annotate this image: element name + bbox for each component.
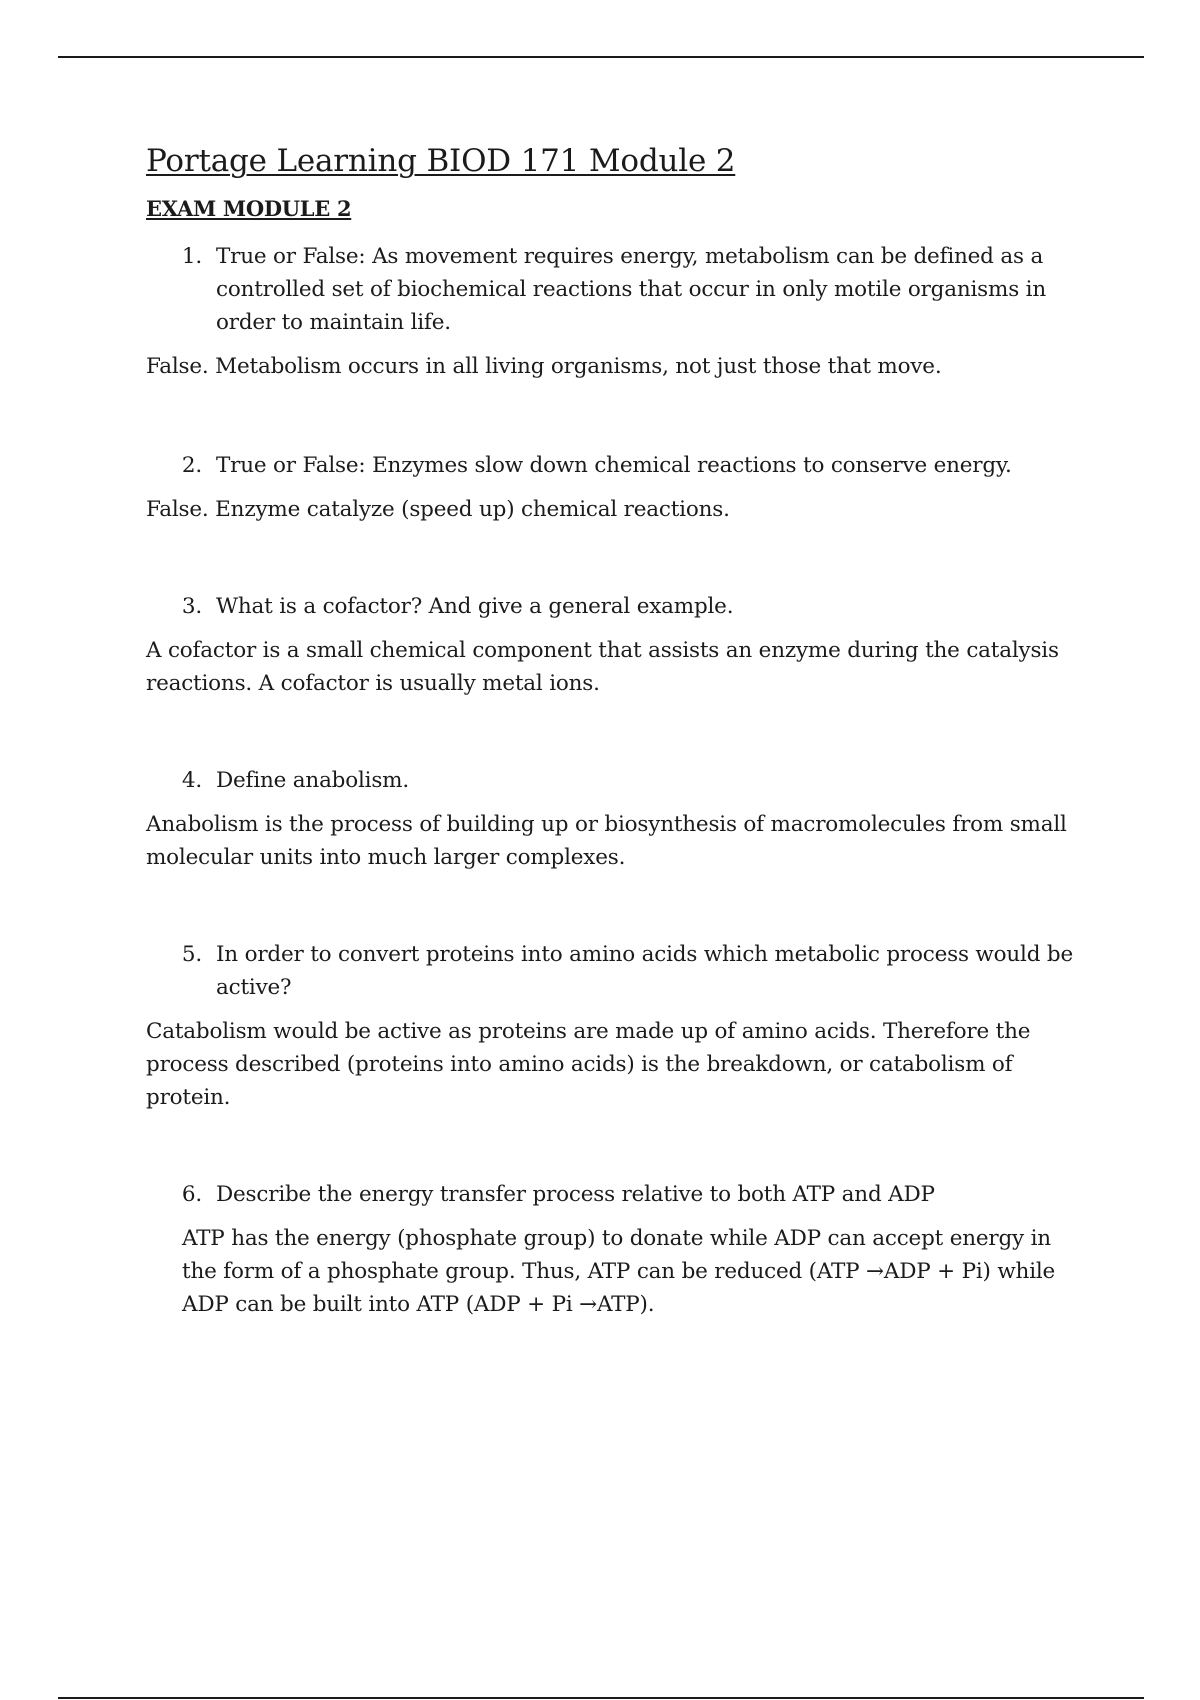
- top-rule: [58, 56, 1144, 58]
- answer-5: Catabolism would be active as proteins are made up of amino acids. Therefore the process described (proteins into amino acids) is the breakdown, or catabolism of protein.: [146, 1019, 1031, 1110]
- document-title: Portage Learning BIOD 171 Module 2: [146, 143, 736, 179]
- question-6: [146, 1178, 1080, 1211]
- qa-item-1: [146, 240, 1080, 383]
- question-number: 6.: [181, 1182, 202, 1207]
- question-text: What is a cofactor? And give a general example.: [216, 594, 734, 619]
- section-heading: EXAM MODULE 2: [146, 196, 352, 221]
- question-number: 3.: [181, 594, 202, 619]
- question-text: Describe the energy transfer process relative to both ATP and ADP: [216, 1182, 935, 1207]
- question-1: [146, 240, 1080, 339]
- question-4: [146, 764, 1080, 797]
- answer-3: A cofactor is a small chemical component that assists an enzyme during the catalysis reactions. A cofactor is usually metal ions.: [146, 638, 1059, 696]
- qa-item-5: [146, 938, 1080, 1114]
- question-3: [146, 590, 1080, 623]
- qa-item-2: [146, 449, 1080, 526]
- bottom-rule: [58, 1697, 1144, 1699]
- question-number: 2.: [181, 453, 202, 478]
- qa-item-3: [146, 590, 1080, 700]
- document-body: [146, 140, 1080, 1321]
- qa-item-6: [146, 1178, 1080, 1321]
- question-text: True or False: Enzymes slow down chemical reactions to conserve energy.: [216, 453, 1012, 478]
- question-number: 5.: [181, 942, 202, 967]
- answer-6: ATP has the energy (phosphate group) to donate while ADP can accept energy in the form of a phosphate group. Thus, ATP can be reduced (ATP →ADP + Pi) while ADP can be built into ATP (ADP + Pi →ATP).: [182, 1226, 1056, 1317]
- question-text: Define anabolism.: [216, 768, 409, 793]
- question-5: [146, 938, 1080, 1004]
- question-text: In order to convert proteins into amino acids which metabolic process would be active?: [216, 942, 1073, 1000]
- answer-4: Anabolism is the process of building up or biosynthesis of macromolecules from small molecular units into much larger complexes.: [146, 812, 1067, 870]
- answer-1: False. Metabolism occurs in all living organisms, not just those that move.: [146, 354, 942, 379]
- qa-item-4: [146, 764, 1080, 874]
- question-number: 4.: [181, 768, 202, 793]
- question-2: [146, 449, 1080, 482]
- answer-2: False. Enzyme catalyze (speed up) chemical reactions.: [146, 497, 730, 522]
- question-text: True or False: As movement requires energy, metabolism can be defined as a controlled set of biochemical reactions that occur in only motile organisms in order to maintain life.: [216, 244, 1046, 335]
- question-number: 1.: [181, 244, 202, 269]
